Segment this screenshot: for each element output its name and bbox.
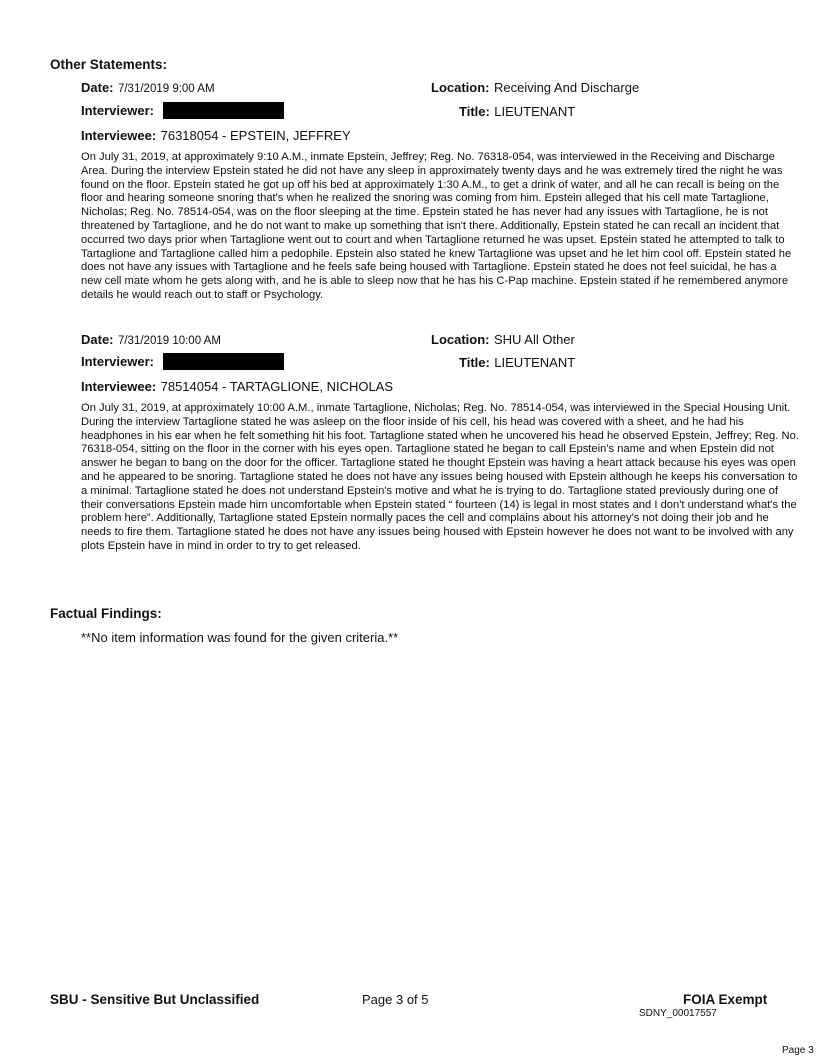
factual-findings-heading: Factual Findings: — [50, 606, 162, 621]
statement-1-interviewee-row — [81, 127, 351, 145]
statement-2-interviewee: 78514054 - TARTAGLIONE, NICHOLAS — [160, 379, 394, 394]
statement-2-location: SHU All Other — [493, 332, 575, 347]
statement-2-narrative: On July 31, 2019, at approximately 10:00 A.M., inmate Tartaglione, Nicholas; Reg. No. 78514-054, was interviewed in the Special Housing Unit. During the interview Tartaglione stated he was asleep on the floor inside of his cell, his head was covered with a sheet, and he had his headphones in his ear when he felt something hit his foot. Tartaglione stated when he uncovered his head he observed Epstein, Jeffrey; Reg. No. 76318-054, sitting on the floor in the corner with his eyes open. Tartaglione stated he began to call Epstein's name and when Epstein did not answer he began to bang on the door for the officer. Tartaglione stated he thought Epstein was having a heart attack because his eyes was open and he appeared to be snoring. Tartaglione stated he does not have any issues being housed with Epstein although he keeps his conversation to a minimal. Tartaglione stated he does not understand Epstein's motive and what he is trying to do. Tartaglione stated previously during one of their conversations Epstein made him uncomfortable when Epstein stated “ fourteen (14) is legal in most states and I don't understand what's the problem here”. Additionally, Tartaglione stated Epstein normally paces the cell and complains about his attorney's not doing their job and he needs to fire them. Tartaglione stated he does not have any issues being housed with Epstein however he does not want to be involved with any plots Epstein have in mind in order to try to get released. — [81, 402, 799, 552]
other-statements-heading: Other Statements: — [50, 57, 168, 72]
statement-2-date: 7/31/2019 10:00 AM — [117, 335, 221, 347]
location-label: Location: — [431, 332, 490, 347]
interviewee-label: Interviewee: — [81, 379, 157, 394]
statement-2-date-row — [81, 331, 221, 349]
statement-2-interviewee-row — [81, 378, 393, 396]
interviewee-label: Interviewee: — [81, 128, 157, 143]
statement-2-title: LIEUTENANT — [494, 355, 576, 370]
corner-page-number: Page 3 — [782, 1045, 814, 1056]
factual-findings-text: **No item information was found for the given criteria.** — [81, 630, 399, 645]
statement-1-date-row — [81, 79, 215, 97]
statement-1-location-row — [431, 79, 639, 97]
statement-1-date: 7/31/2019 9:00 AM — [117, 83, 215, 95]
interviewer-redaction — [163, 102, 284, 119]
statement-2-title-row — [459, 354, 575, 372]
title-label: Title: — [459, 104, 490, 119]
statement-1-narrative: On July 31, 2019, at approximately 9:10 A.M., inmate Epstein, Jeffrey; Reg. No. 76318-054, was interviewed in the Receiving and Discharge Area. During the interview Epstein stated he did not have any sleep in approximately twenty days and he was extremely tired the night he was found on the floor. Epstein stated he got up off his bed at approximately 1:30 A.M., to get a drink of water, and all he can recall is being on the floor and hearing someone snoring that's when he realized the snoring was coming from him. Epstein alleged that his cell mate Tartaglione, Nicholas; Reg. No. 78514-054, was on the floor sleeping at the time. Epstein stated he has never had any issues with Tartaglione, he is not threatened by Tartaglione, and he do not want to make up something that isn't there. Additionally, Epstein stated he can recall an incident that occurred two days prior when Tartaglione went out to court and when Tartaglione returned he was upset. Epstein stated he attempted to talk to Tartaglione and Tartaglione called him a pedophile. Epstein also stated he knew Tartaglione was upset and he let him cool off. Epstein stated he does not have any issues with Tartaglione and he feels safe being housed with Tartaglione. Epstein stated he does not feel suicidal, he has a new cell mate whom he gets along with, and he is able to sleep now that he has his C-Pap machine. Epstein stated if he remembered anymore details he would reach out to staff or Psychology. — [81, 151, 792, 301]
foia-label: FOIA Exempt — [683, 992, 768, 1007]
location-label: Location: — [431, 80, 490, 95]
title-label: Title: — [459, 355, 490, 370]
classification-label: SBU - Sensitive But Unclassified — [50, 992, 260, 1007]
statement-1-title-row — [459, 103, 575, 121]
page-number: Page 3 of 5 — [362, 992, 429, 1007]
interviewer-redaction — [163, 353, 284, 370]
interviewer-label: Interviewer: — [81, 103, 154, 118]
statement-1-location: Receiving And Discharge — [493, 80, 640, 95]
date-label: Date: — [81, 80, 114, 95]
statement-1-interviewee: 76318054 - EPSTEIN, JEFFREY — [160, 128, 351, 143]
statement-2-location-row — [431, 331, 575, 349]
bates-number: SDNY_00017557 — [639, 1008, 717, 1019]
interviewer-label: Interviewer: — [81, 354, 154, 369]
statement-1-title: LIEUTENANT — [494, 104, 576, 119]
date-label: Date: — [81, 332, 114, 347]
